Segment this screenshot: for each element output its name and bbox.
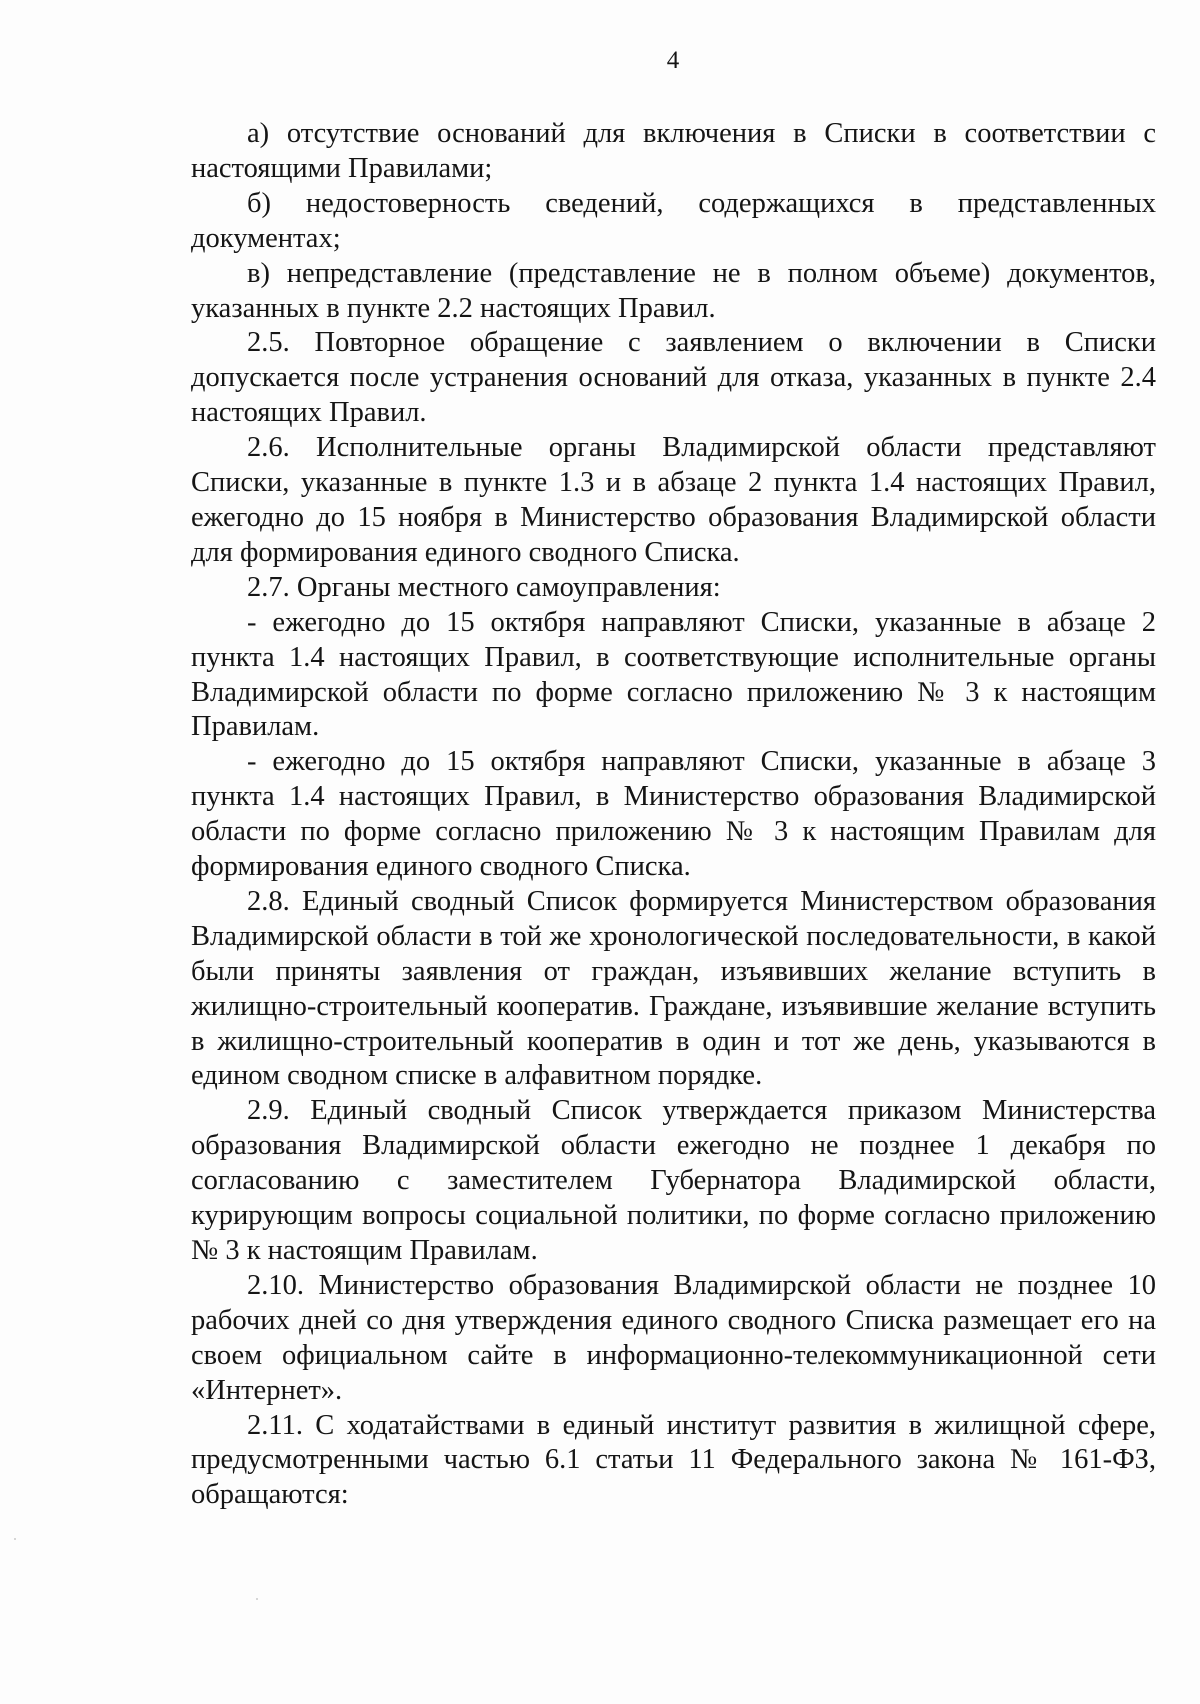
paragraph-2-5: 2.5. Повторное обращение с заявлением о включении в Списки допускается после устранения оснований для отказа, указанных в пункте 2.4 настоящих Правил. [191, 327, 1156, 429]
paragraph-2-10: 2.10. Министерство образования Владимирской области не позднее 10 рабочих дней со дня утверждения единого сводного Списка размещает его на своем официальном сайте в информационно-телекоммуникационной сети «Интернет». [191, 1269, 1156, 1406]
paragraph-list-item-a: а) отсутствие оснований для включения в Списки в соответствии с настоящими Правилами; [191, 118, 1156, 184]
paragraph-2-7-item-2: - ежегодно до 15 октября направляют Списки, указанные в абзаце 3 пункта 1.4 настоящих Правил, в Министерство образования Владимирской области по форме согласно приложению № 3 к настоящим Правилам для формирования единого сводного Списка. [191, 746, 1156, 883]
scan-speck [14, 1538, 16, 1540]
scan-speck [256, 1598, 258, 1600]
document-body [191, 117, 1156, 1513]
paragraph-2-11: 2.11. С ходатайствами в единый институт развития в жилищной сфере, предусмотренными частью 6.1 статьи 11 Федерального закона № 161-ФЗ, обращаются: [191, 1409, 1156, 1511]
paragraph-2-9: 2.9. Единый сводный Список утверждается приказом Министерства образования Владимирской области ежегодно не позднее 1 декабря по согласованию с заместителем Губернатора Владимирской области, курирующим вопросы социальной политики, по форме согласно приложению № 3 к настоящим Правилам. [191, 1095, 1156, 1266]
paragraph-2-7: 2.7. Органы местного самоуправления: [247, 571, 721, 603]
paragraph-2-6: 2.6. Исполнительные органы Владимирской области представляют Списки, указанные в пункте 1.3 и в абзаце 2 пункта 1.4 настоящих Правил, ежегодно до 15 ноября в Министерство образования Владимирской области для формирования единого сводного Списка. [191, 432, 1156, 568]
paragraph-list-item-v: в) непредставление (представление не в полном объеме) документов, указанных в пункте 2.2 настоящих Правил. [191, 257, 1156, 324]
paragraph-2-7-item-1: - ежегодно до 15 октября направляют Списки, указанные в абзаце 2 пункта 1.4 настоящих Правил, в соответствующие исполнительные органы Владимирской области по форме согласно приложению № 3 к настоящим Правилам. [191, 606, 1156, 743]
paragraph-list-item-b: б) недостоверность сведений, содержащихся в представленных документах; [191, 187, 1156, 254]
page-number: 4 [666, 47, 680, 74]
paragraph-2-8: 2.8. Единый сводный Список формируется Министерством образования Владимирской области в той же хронологической последовательности, в какой были приняты заявления от граждан, изъявивших желание вступить в жилищно-строительный кооператив. Граждане, изъявившие желание вступить в жилищно-строительный кооператив в один и тот же день, указываются в едином сводном списке в алфавитном порядке. [191, 885, 1156, 1092]
